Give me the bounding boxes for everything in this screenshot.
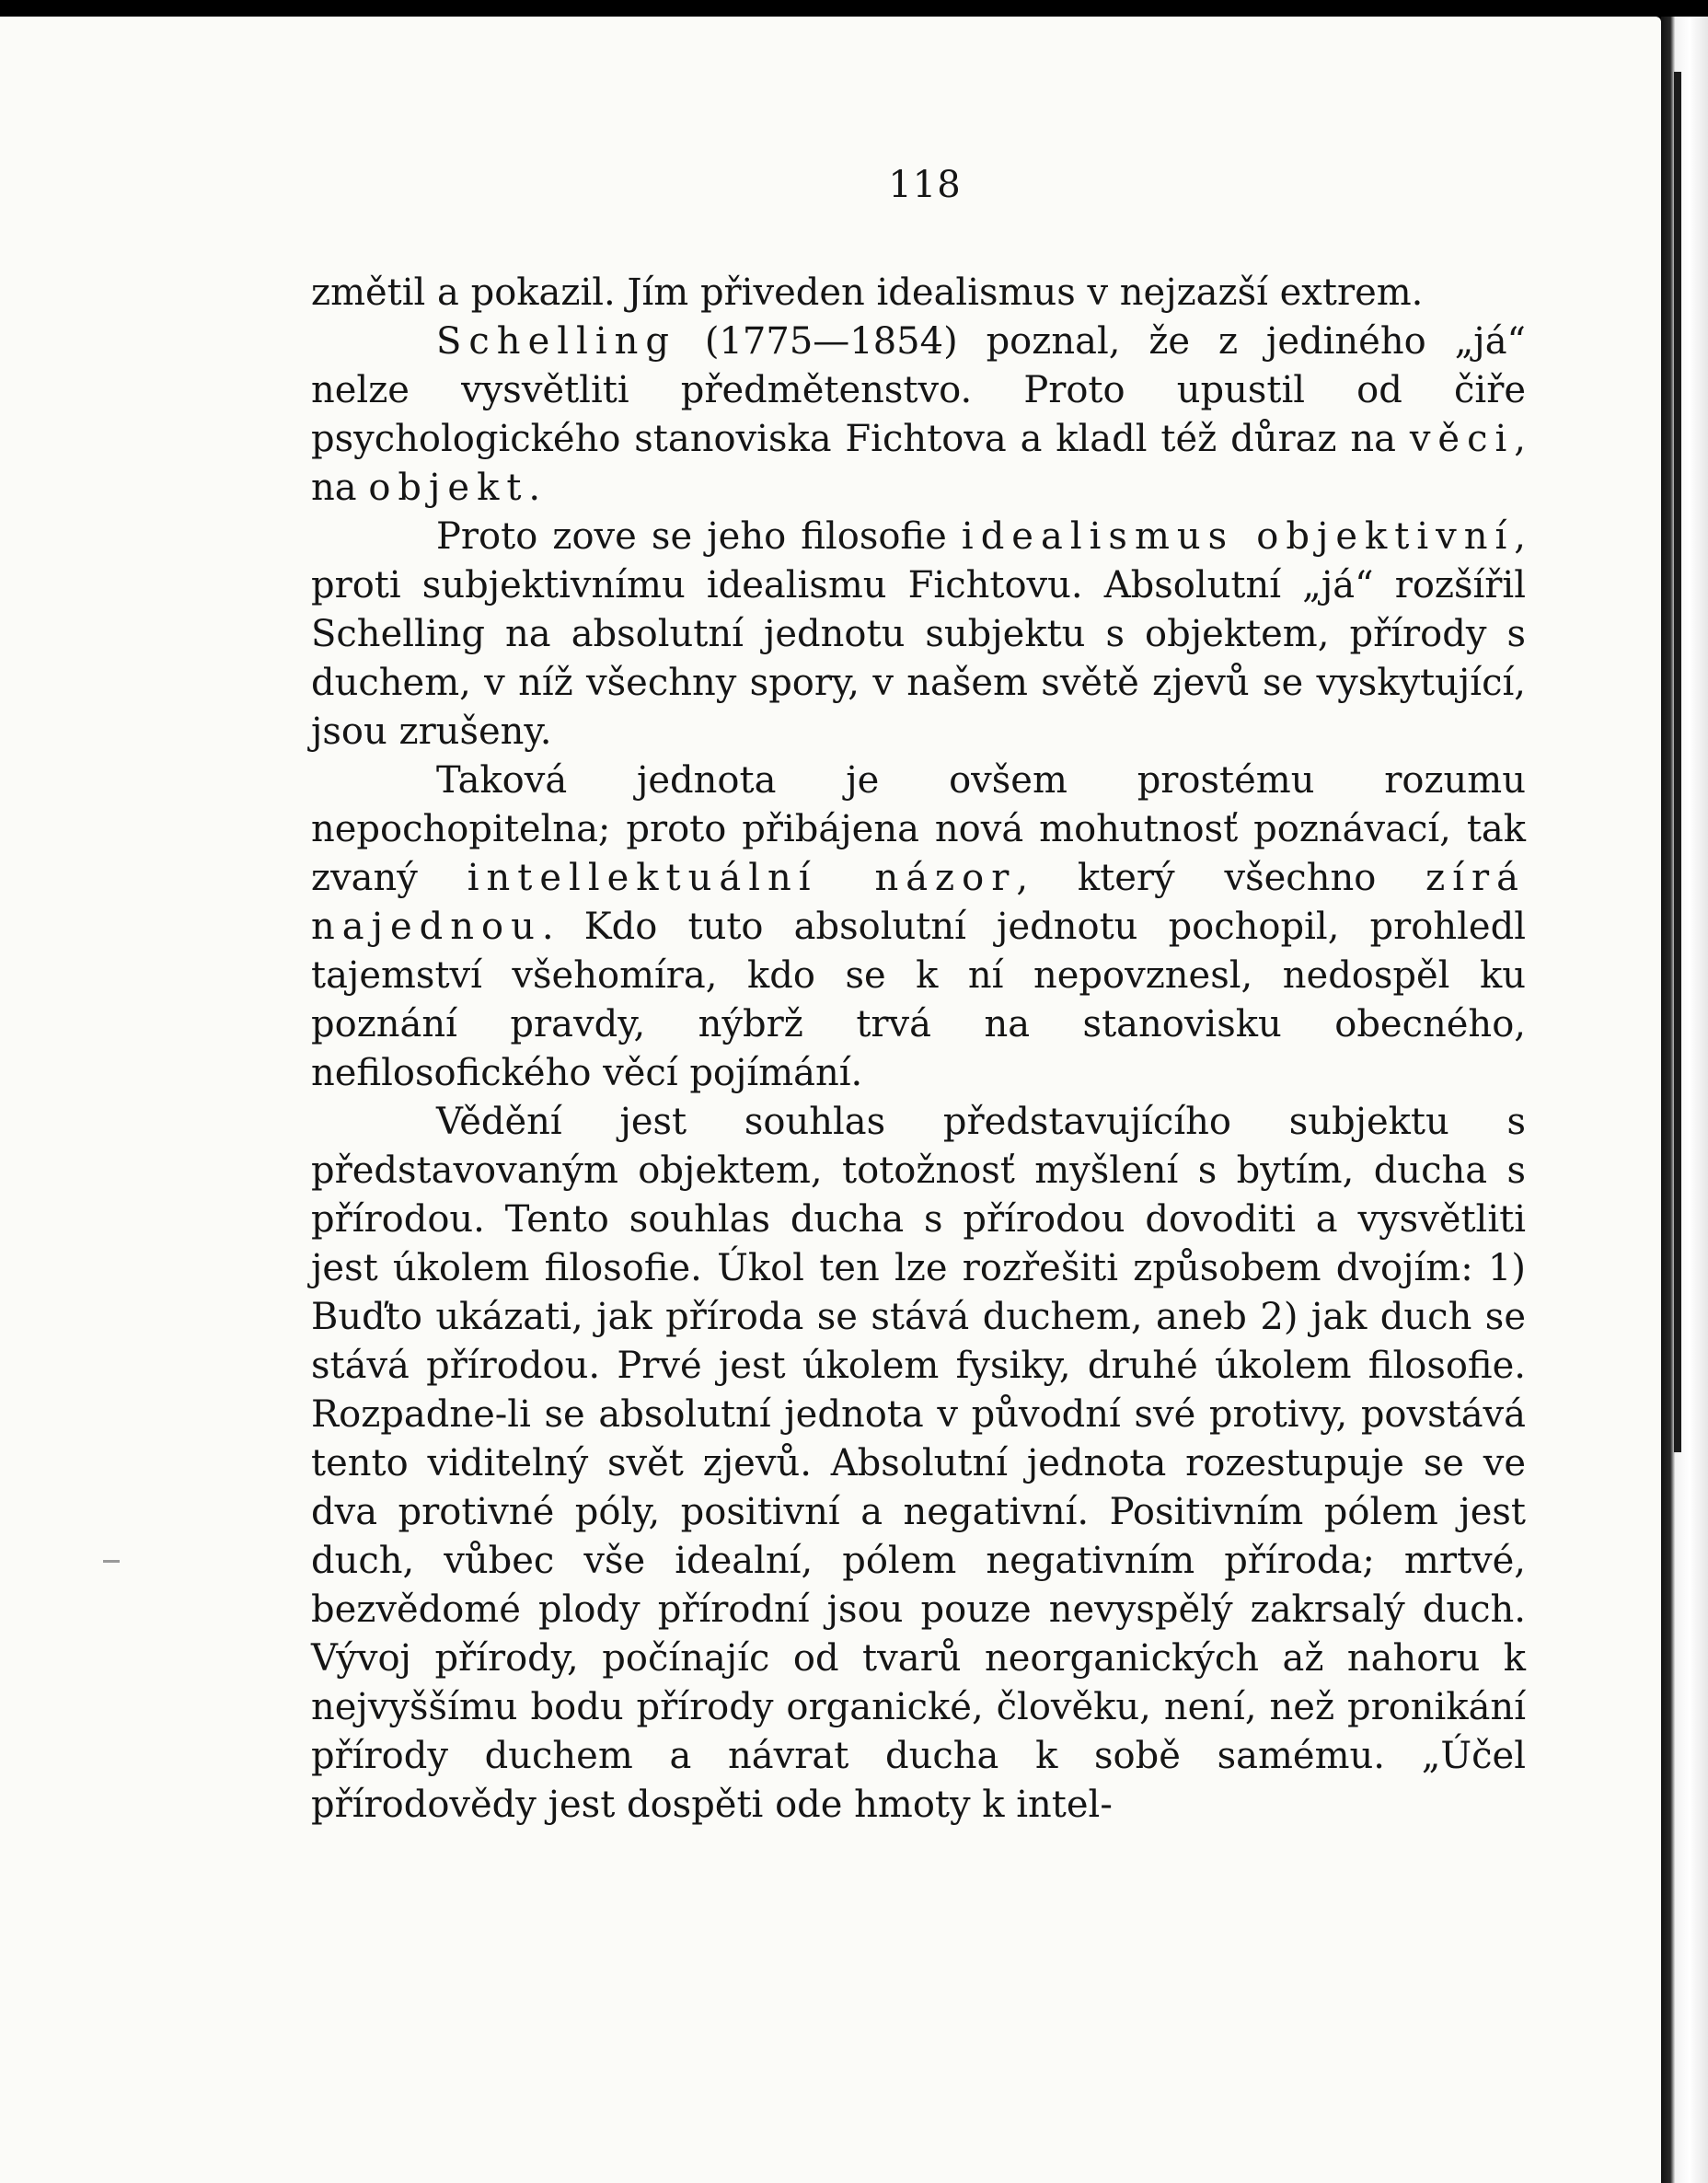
paragraph [311, 269, 1526, 318]
text-segment: , na [311, 418, 1526, 509]
scan-right-edge [1661, 17, 1708, 2183]
text-segment: . [528, 467, 541, 509]
text-segment: změtil a pokazil. Jím přiveden idealismus v nejzazší extrem. [311, 271, 1424, 314]
page-number: 118 [888, 164, 962, 206]
text-segment: , proti subjektivnímu idealismu Fichtovu. Absolutní „já“ rozšířil Schelling na absolutní jednotu subjektu s objektem, přírody s duchem, v níž všechny spory, v našem světě zjevů se vyskytující, jsou zrušeny. [311, 515, 1527, 753]
text-segment: , který všechno [1016, 857, 1426, 899]
text-segment: Taková jednota je ovšem prostému rozumu nepochopitelna; proto přibájena nová mohutnosť poznávací, tak zvaný [311, 759, 1526, 899]
text-segment: . Kdo tuto absolutní jednotu pochopil, prohledl tajemství všehomíra, kdo se k ní nepovznesl, nedospěl ku poznání pravdy, nýbrž trvá na stanovisku obecného, nefilosofického věcí pojímání. [311, 906, 1526, 1094]
paragraph [311, 1098, 1526, 1830]
emphasized-text: objekt [368, 467, 529, 509]
paragraph [311, 318, 1526, 513]
emphasized-text: věci [1409, 418, 1515, 460]
emphasized-text: intellektuální názor [467, 857, 1017, 899]
scan-top-border [0, 0, 1708, 17]
page-edge-strip [1674, 72, 1681, 1452]
text-segment: (1775—1854) poznal, že z jediného „já“ nelze vysvětliti předmětenstvo. Proto upustil od čiře psychologického stanoviska Fichtova a kladl též důraz na [311, 320, 1526, 460]
text-segment: Vědění jest souhlas představujícího subjektu s představovaným objektem, totožnosť myšlení s bytím, ducha s přírodou. Tento souhlas ducha s přírodou dovoditi a vysvětliti jest úkolem filosofie. Úkol ten lze rozřešiti způsobem dvojím: 1) Buďto ukázati, jak příroda se stává duchem, aneb 2) jak duch se stává přírodou. Prvé jest úkolem fysiky, druhé úkolem filosofie. Rozpadne-li se absolutní jednota v původní své protivy, povstává tento viditelný svět zjevů. Absolutní jednota rozestupuje se ve dva protivné póly, positivní a negativní. Positivním pólem jest duch, vůbec vše idealní, pólem negativním příroda; mrtvé, bezvědomé plody přírodní jsou pouze nevyspělý zakrsalý duch. Vývoj přírody, počínajíc od tvarů neorganických až nahoru k nejvyššímu bodu přírody organické, člověku, není, než pronikání přírody duchem a návrat ducha k sobě samému. „Účel přírodovědy jest dospěti ode hmoty k intel- [311, 1101, 1526, 1826]
emphasized-text: zírá najednou [311, 857, 1527, 948]
body-text [311, 269, 1526, 1830]
paragraph [311, 757, 1526, 1098]
text-segment: Proto zove se jeho filosofie [436, 515, 962, 558]
emphasized-text: idealismus objektivní [961, 515, 1515, 558]
margin-mark [103, 1560, 120, 1563]
emphasized-text: Schelling [436, 320, 676, 363]
paragraph [311, 513, 1526, 757]
